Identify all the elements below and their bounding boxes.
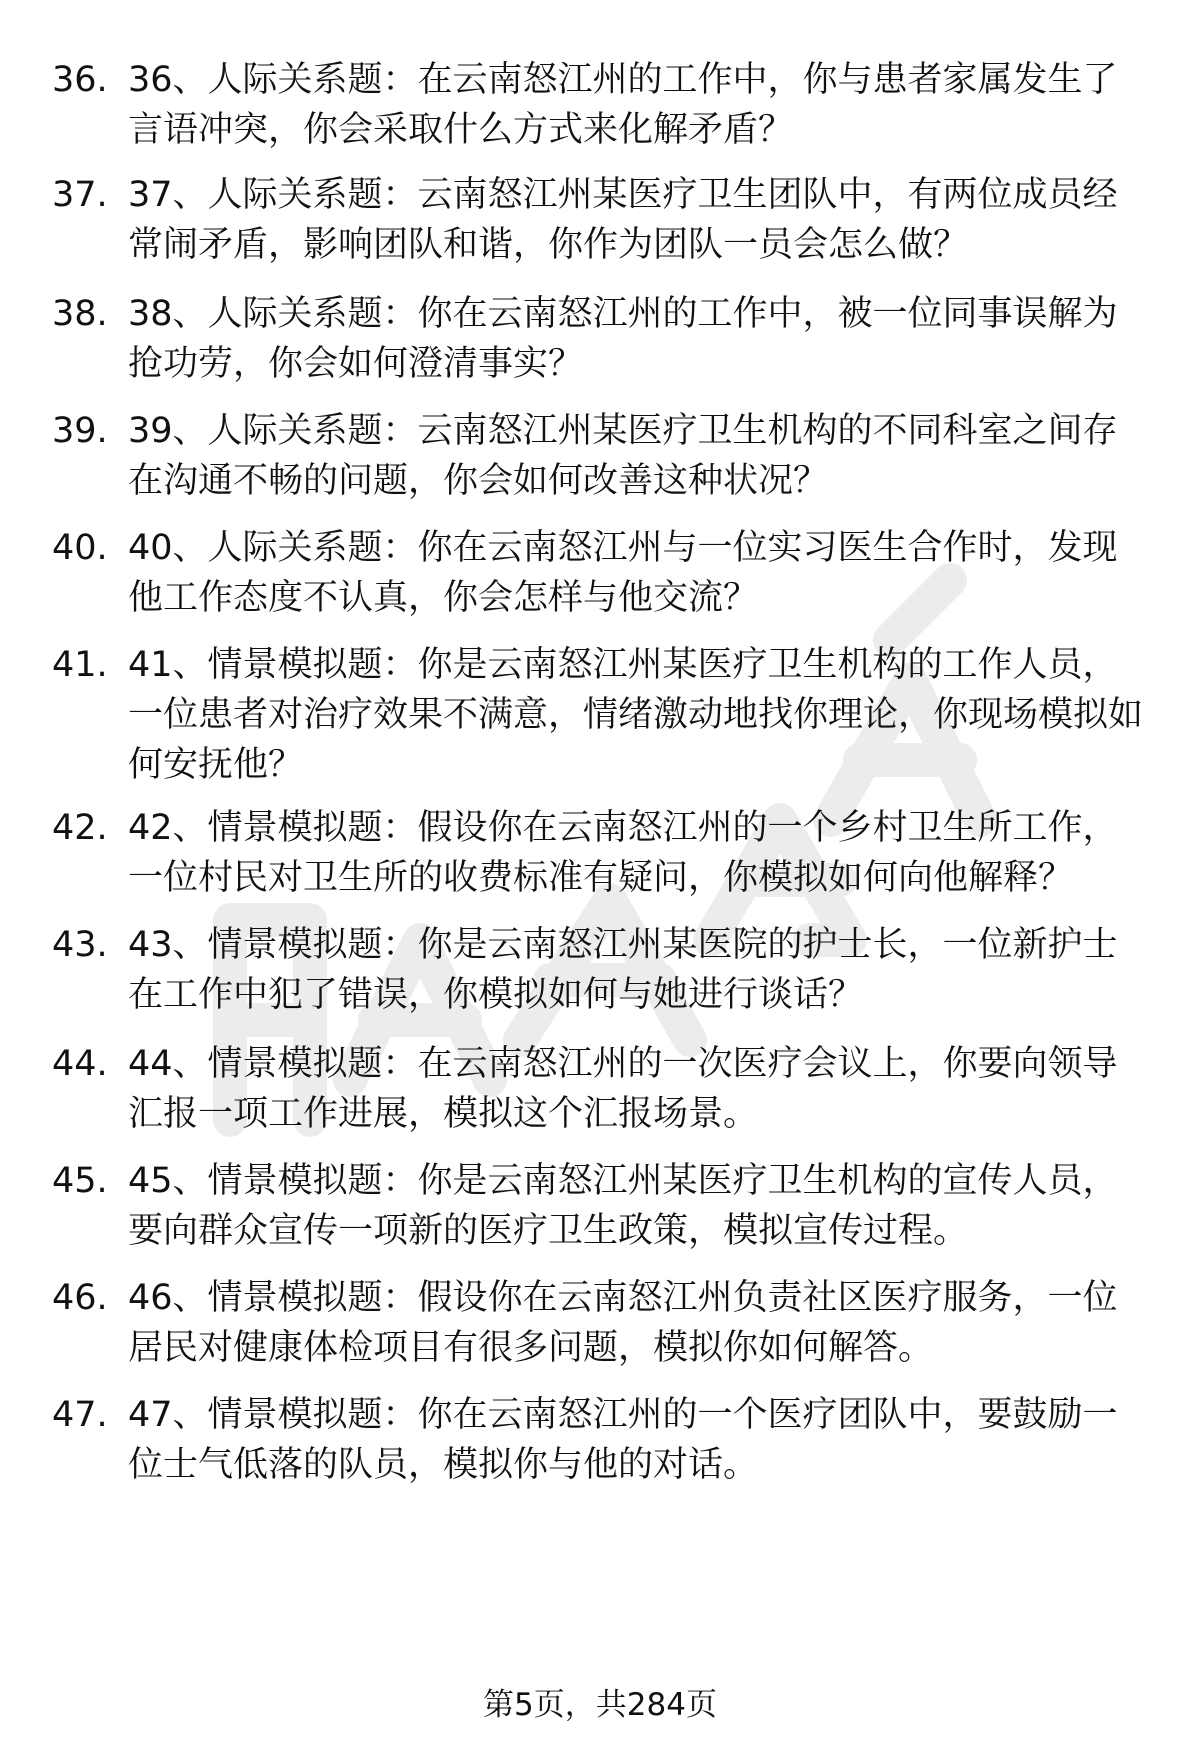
question-text: 46、情景模拟题：假设你在云南怒江州负责社区医疗服务，一位居民对健康体检项目有很多问题，模拟你如何解答。 (128, 1278, 1118, 1368)
question-text: 43、情景模拟题：你是云南怒江州某医院的护士长，一位新护士在工作中犯了错误，你模拟如何与她进行谈话？ (128, 925, 1118, 1015)
question-number: 40. (52, 528, 108, 568)
question-number: 38. (52, 294, 108, 334)
question-number: 47. (52, 1395, 108, 1435)
question-text: 37、人际关系题：云南怒江州某医疗卫生团队中，有两位成员经常闹矛盾，影响团队和谐，你作为团队一员会怎么做？ (128, 175, 1118, 265)
question-text: 38、人际关系题：你在云南怒江州的工作中，被一位同事误解为抢功劳，你会如何澄清事实？ (128, 294, 1118, 384)
question-text: 44、情景模拟题：在云南怒江州的一次医疗会议上，你要向领导汇报一项工作进展，模拟这个汇报场景。 (128, 1044, 1118, 1134)
question-number: 41. (52, 645, 108, 685)
question-text: 36、人际关系题：在云南怒江州的工作中，你与患者家属发生了言语冲突，你会采取什么方式来化解矛盾？ (128, 60, 1118, 150)
page-footer: 第5页，共284页 (483, 1687, 717, 1723)
question-number: 44. (52, 1044, 108, 1084)
question-number: 43. (52, 925, 108, 965)
question-text: 40、人际关系题：你在云南怒江州与一位实习医生合作时，发现他工作态度不认真，你会怎样与他交流？ (128, 528, 1118, 618)
question-number: 39. (52, 411, 108, 451)
question-text: 39、人际关系题：云南怒江州某医疗卫生机构的不同科室之间存在沟通不畅的问题，你会如何改善这种状况？ (128, 411, 1118, 501)
question-number: 36. (52, 60, 108, 100)
question-number: 46. (52, 1278, 108, 1318)
question-number: 45. (52, 1161, 108, 1201)
question-number: 37. (52, 175, 108, 215)
question-text: 42、情景模拟题：假设你在云南怒江州的一个乡村卫生所工作，一位村民对卫生所的收费标准有疑问，你模拟如何向他解释？ (128, 808, 1118, 898)
question-text: 41、情景模拟题：你是云南怒江州某医疗卫生机构的工作人员，一位患者对治疗效果不满意，情绪激动地找你理论，你现场模拟如何安抚他？ (128, 645, 1144, 785)
question-text: 47、情景模拟题：你在云南怒江州的一个医疗团队中，要鼓励一位士气低落的队员，模拟你与他的对话。 (128, 1395, 1118, 1485)
question-text: 45、情景模拟题：你是云南怒江州某医疗卫生机构的宣传人员，要向群众宣传一项新的医疗卫生政策，模拟宣传过程。 (128, 1161, 1118, 1251)
question-number: 42. (52, 808, 108, 848)
